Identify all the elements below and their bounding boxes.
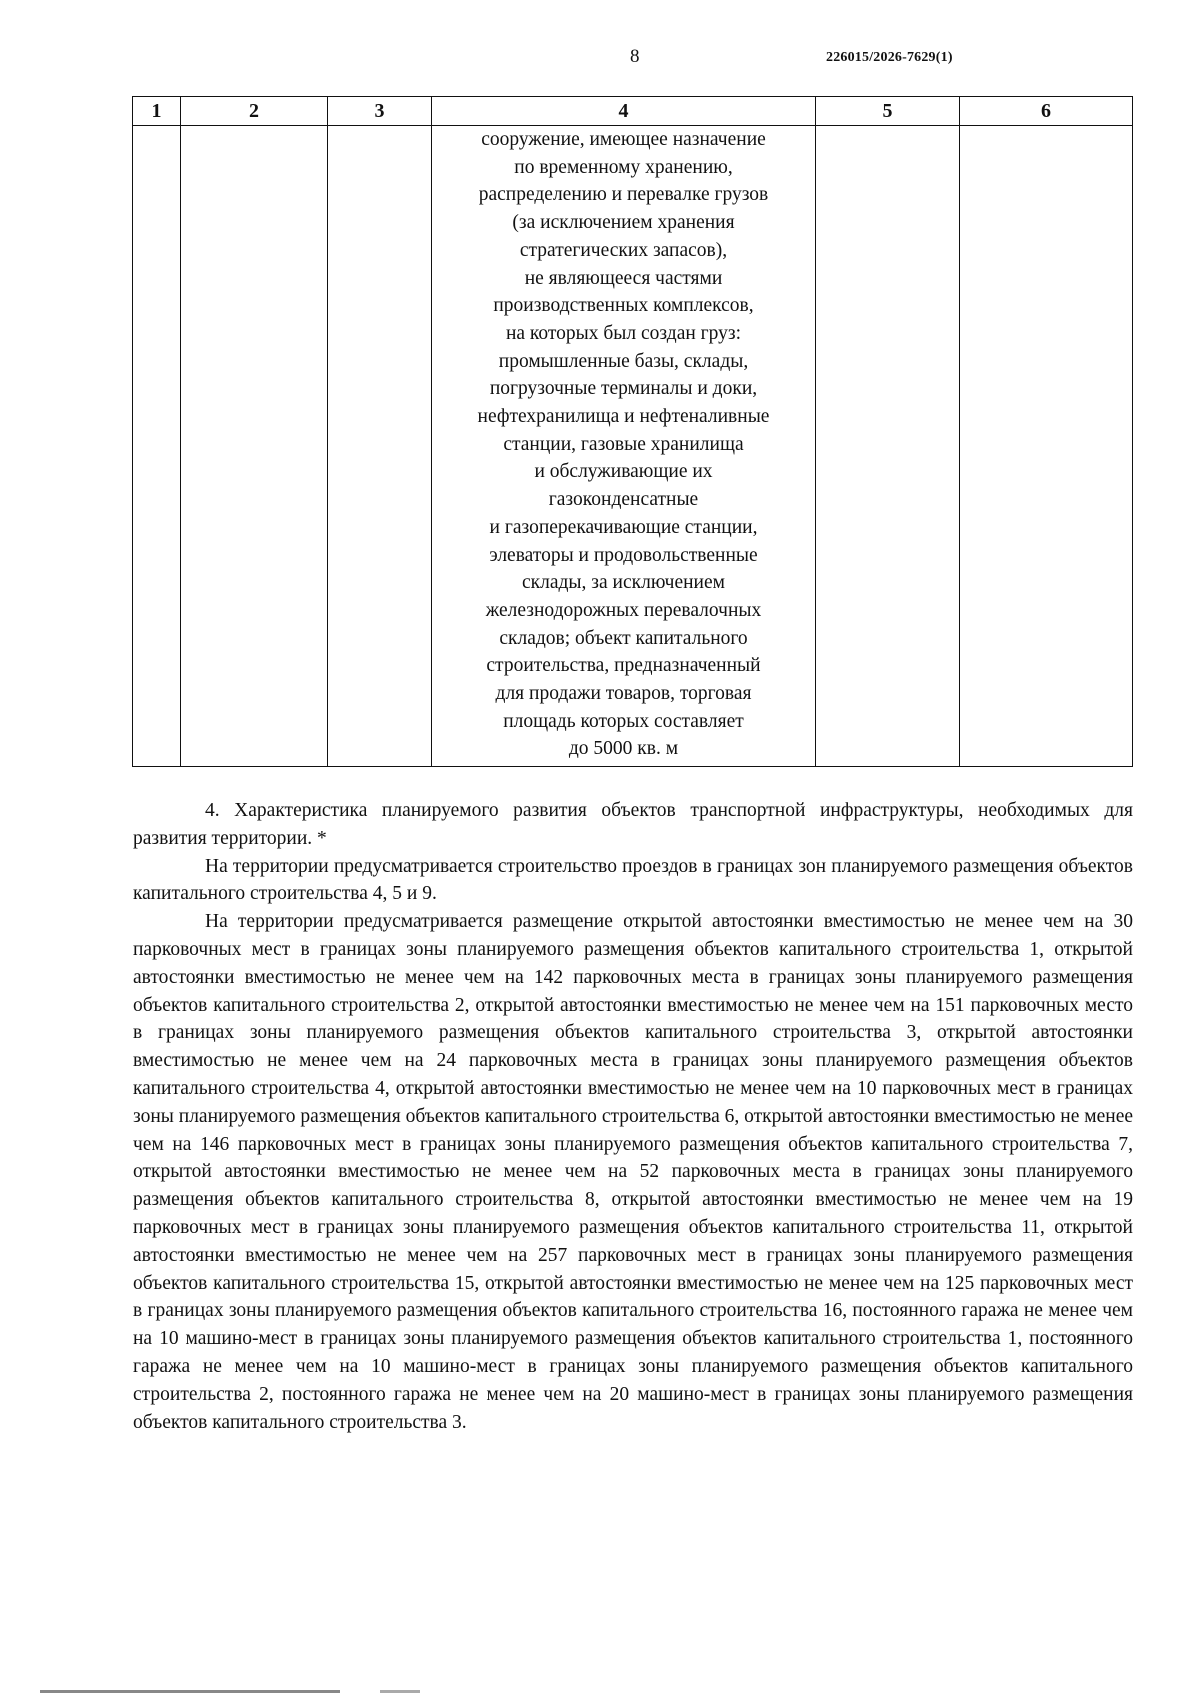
scan-artifact-line [380,1690,420,1693]
description-line: сооружение, имеющее назначение [481,129,766,150]
description-line: производственных комплексов, [493,295,754,317]
column-header-5: 5 [816,97,960,126]
table-header-row [133,97,1133,126]
description-line: станции, газовые хранилища [503,433,744,455]
column-header-2: 2 [181,97,328,126]
description-line: строительства, предназначенный [486,655,761,677]
description-line: на которых был создан груз: [505,322,742,344]
scan-artifact-line [40,1690,340,1693]
table-cell-col3 [328,126,432,767]
document-id: 226015/2026-7629(1) [826,50,953,65]
table-cell-col6 [960,126,1133,767]
description-line: погрузочные терминалы и доки, [489,378,758,400]
description-line: (за исключением хранения [512,212,735,234]
column-header-6: 6 [960,97,1133,126]
description-line: не являющееся частями [524,267,723,289]
column-header-4: 4 [432,97,816,126]
description-line: стратегических запасов), [519,239,728,261]
column-header-1: 1 [133,97,181,126]
table-cell-col4 [432,126,816,767]
table-cell-col1 [133,126,181,767]
description-line: до 5000 кв. м [568,738,679,760]
body-text [133,797,1133,1436]
description-line: склады, за исключением [522,572,725,594]
description-line: распределению и перевалке грузов [478,184,769,206]
description-line: промышленные базы, склады, [498,350,749,372]
description-line: по временному хранению, [514,156,733,178]
description-line: складов; объект капитального [499,627,748,649]
table-cell-col2 [181,126,328,767]
paragraph: 4. Характеристика планируемого развития объектов транспортной инфраструктуры, необходимых для развития территории. * [133,800,1133,849]
paragraph: На территории предусматривается размещение открытой автостоянки вместимостью не менее чем на 30 парковочных мест в границах зоны планируемого размещения объектов капитального строительства 1, открытой автостоянки вместимостью не менее чем на 142 парковочных места в границах зоны планируемого размещения объектов капитального строительства 2, открытой автостоянки вместимостью не менее чем на 151 парковочных место в границах зоны планируемого размещения объектов капитального строительства 3, открытой автостоянки вместимостью не менее чем на 24 парковочных места в границах зоны планируемого размещения объектов капитального строительства 4, открытой автостоянки вместимостью не менее чем на 10 парковочных мест в границах зоны планируемого размещения объектов капитального строительства 6, открытой автостоянки вместимостью не менее чем на 146 парковочных мест в границах зоны планируемого размещения объектов капитального строительства 7, открытой автостоянки вместимостью не менее чем на 52 парковочных места в границах зоны планируемого размещения объектов капитального строительства 8, открытой автостоянки вместимостью не менее чем на 19 парковочных мест в границах зоны планируемого размещения объектов капитального строительства 11, открытой автостоянки вместимостью не менее чем на 257 парковочных мест в границах зоны планируемого размещения объектов капитального строительства 15, открытой автостоянки вместимостью не менее чем на 125 парковочных мест в границах зоны планируемого размещения объектов капитального строительства 16, постоянного гаража не менее чем на 10 машино-мест в границах зоны планируемого размещения объектов капитального строительства 1, постоянного гаража не менее чем на 10 машино-мест в границах зоны планируемого размещения объектов капитального строительства 2, постоянного гаража не менее чем на 20 машино-мест в границах зоны планируемого размещения объектов капитального строительства 3. [133,911,1133,1433]
description-line: площадь которых составляет [503,710,744,732]
description-line: и обслуживающие их [534,461,713,483]
description-line: для продажи товаров, торговая [495,683,752,705]
description-line: и газоперекачивающие станции, [489,516,758,538]
column-header-3: 3 [328,97,432,126]
description-line: газоконденсатные [548,489,699,511]
document-table [132,96,1133,767]
page-number: 8 [630,46,640,67]
paragraph: На территории предусматривается строительство проездов в границах зон планируемого размещения объектов капитального строительства 4, 5 и 9. [133,855,1133,905]
table-row [133,126,1133,767]
table-cell-col5 [816,126,960,767]
description-line: нефтехранилища и нефтеналивные [477,406,770,428]
object-description [432,126,815,763]
description-line: элеваторы и продовольственные [489,544,758,566]
description-line: железнодорожных перевалочных [485,599,762,621]
